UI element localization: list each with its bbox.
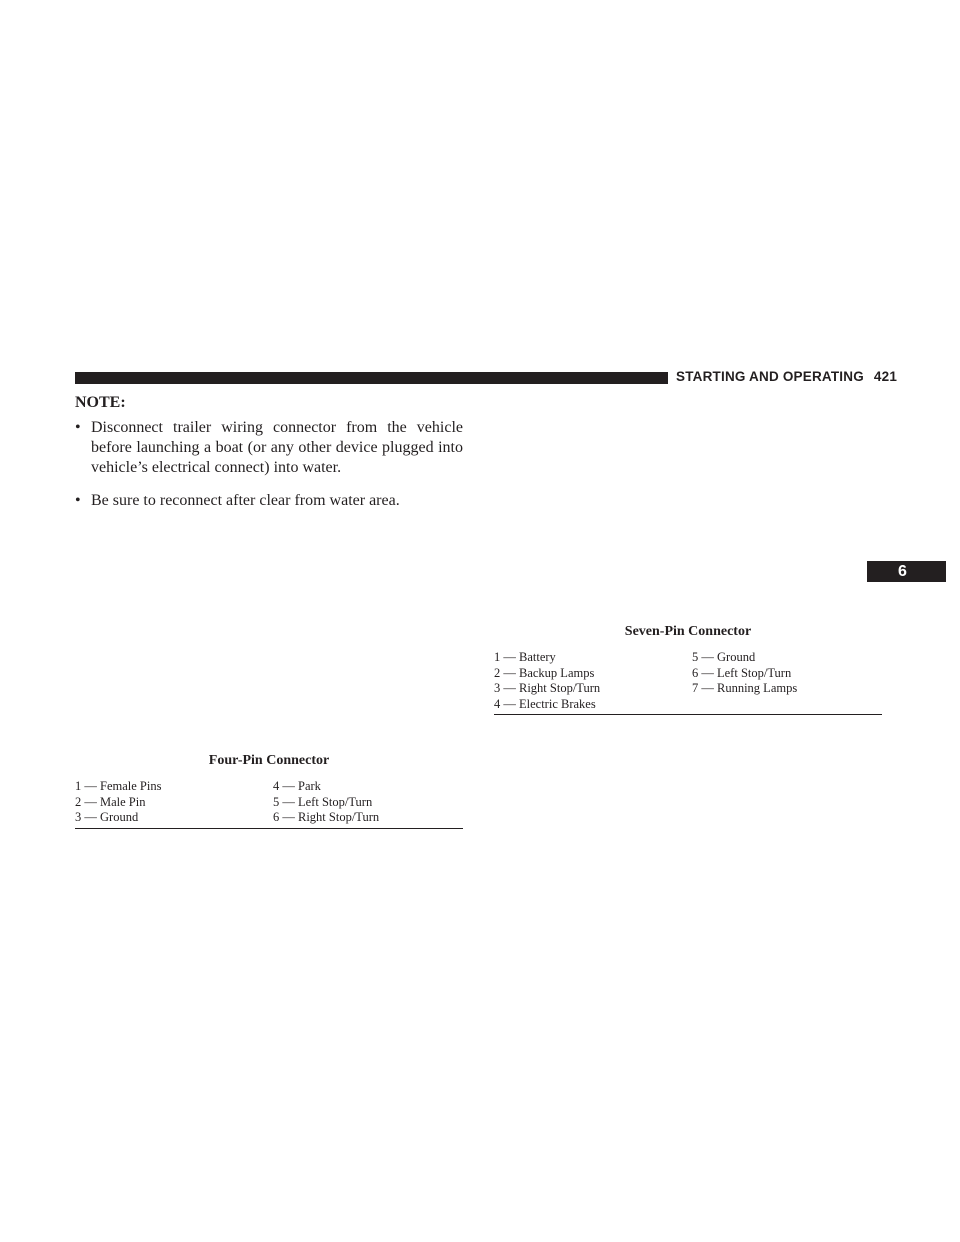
running-header: [676, 369, 897, 384]
legend-entry: 3 — Ground: [75, 810, 139, 824]
bullet-dot-icon: •: [75, 492, 81, 509]
page-number: 421: [873, 369, 898, 384]
legend-entry: 4 — Electric Brakes: [494, 696, 596, 711]
note-bullet-text: Be sure to reconnect after clear from water area.: [91, 492, 400, 509]
legend-entry: 1 — Battery: [494, 650, 556, 664]
four-pin-legend: [75, 779, 379, 826]
note-bullet: [75, 491, 463, 511]
four-pin-caption: Four-Pin Connector: [208, 753, 330, 768]
legend-entry: 5 — Ground: [692, 650, 756, 664]
seven-pin-caption: Seven-Pin Connector: [624, 624, 752, 639]
note-heading: NOTE:: [75, 394, 126, 411]
legend-entry: 1 — Female Pins: [75, 779, 162, 793]
header-rule-bar: [75, 372, 668, 384]
four-pin-rule: [75, 828, 463, 829]
section-title: STARTING AND OPERATING: [676, 369, 864, 384]
note-bullet-list: [75, 418, 463, 524]
chapter-tab: 6: [867, 561, 946, 582]
legend-entry: 5 — Left Stop/Turn: [273, 794, 373, 809]
legend-entry: 2 — Backup Lamps: [494, 665, 595, 680]
seven-pin-legend: [494, 650, 797, 712]
legend-entry: 6 — Left Stop/Turn: [692, 665, 792, 680]
note-bullet-text: Disconnect trailer wiring connector from the vehicle before launching a boat (or any other device plugged into vehicle’s electrical connect) into water.: [91, 419, 463, 476]
legend-entry: 2 — Male Pin: [75, 794, 146, 809]
seven-pin-rule: [494, 714, 882, 715]
legend-entry: 7 — Running Lamps: [692, 681, 798, 695]
legend-entry: 3 — Right Stop/Turn: [494, 681, 601, 695]
bullet-dot-icon: •: [75, 419, 81, 436]
note-bullet: [75, 418, 463, 478]
legend-entry: 6 — Right Stop/Turn: [273, 810, 380, 824]
legend-entry: 4 — Park: [273, 779, 321, 793]
